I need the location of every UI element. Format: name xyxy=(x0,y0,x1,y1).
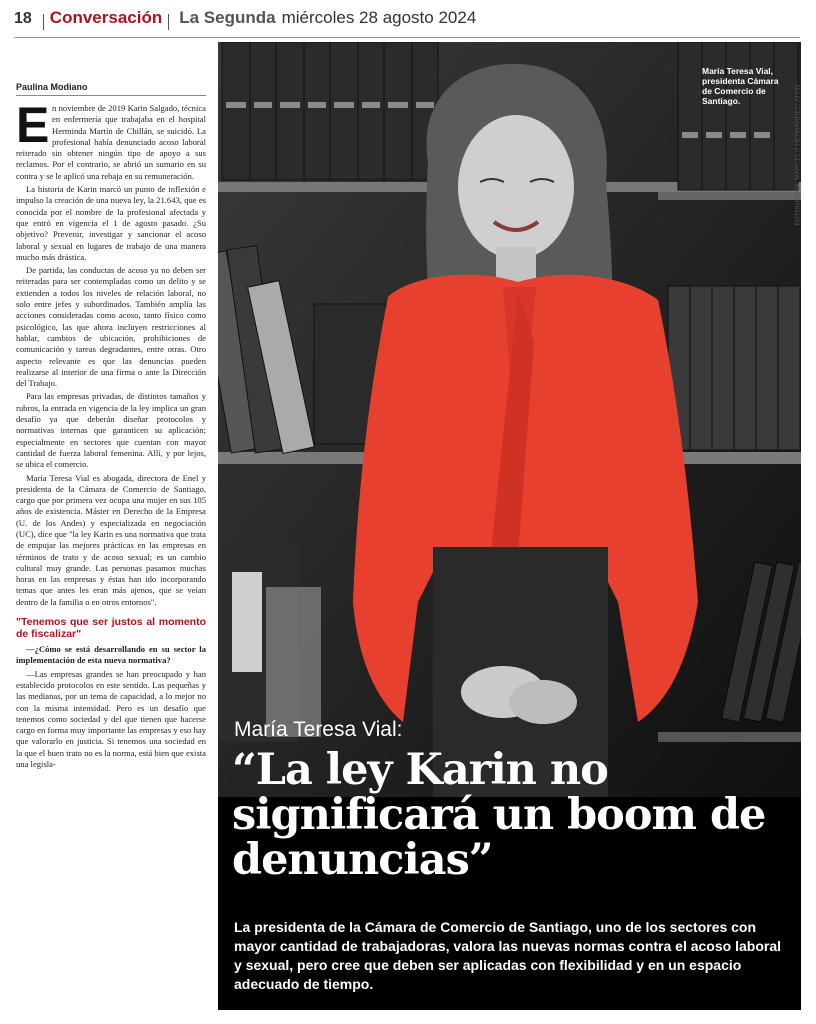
header-divider xyxy=(43,14,44,30)
interview-question: —¿Cómo se está desarrollando en su sector la implementación de esta nueva normativa? xyxy=(16,644,206,666)
headline-kicker: María Teresa Vial: xyxy=(234,718,403,741)
photo-caption: María Teresa Vial, presidenta Cámara de Comercio de Santiago. xyxy=(702,66,779,106)
dropcap: E xyxy=(16,97,50,153)
byline-rule xyxy=(16,95,206,96)
page-number: 18 xyxy=(14,10,32,27)
article-body xyxy=(16,97,206,772)
header-rule xyxy=(14,37,800,38)
article-paragraph: María Teresa Vial es abogada, directora de Enel y presidenta de la Cámara de Comercio de Santiago, cargo que por primera vez ocupa una mujer en sus 105 años de existencia. Máster en Derecho de la Empresa (U. de los Andes) y especializada en negociación (UC), dice que "la ley Karin es una normativa que trata de empujar las mejores prácticas en las empresas en términos de trato y de acoso sexual; es un cambio cultural muy grande. Las personas pasamos muchas horas en las empresas y éstas han ido incorporando temas que antes les eran más ajenos, que se veían dentro de la familia o en otros entornos". xyxy=(16,472,206,607)
header-divider xyxy=(168,14,169,30)
headline-dek: La presidenta de la Cámara de Comercio de Santiago, uno de los sectores con mayor cantidad de trabajadoras, valora las nuevas normas contra el acoso laboral y sexual, pero cree que deben ser aplicadas con flexibilidad y en un espacio adecuado de tiempo. xyxy=(234,919,781,992)
portrait-photo xyxy=(218,42,801,797)
newspaper-name: La Segunda xyxy=(179,8,276,27)
interview-answer: —Las empresas grandes se han preocupado y han establecido protocolos en este sentido. Las pequeñas y las medianas, por un tema de capacidad, a lo mejor no con la misma intensidad. Pero es un desafío que tenemos como sociedad y del que tienen que hacerse cargo en forma muy importante las empresas y eso hay que valorarlo en justicia. Si tenemos una sociedad en la que el buen trato no es la norma, está bien que exista una legisla- xyxy=(16,668,206,770)
headline-title: “La ley Karin no significará un boom de denuncias” xyxy=(232,745,766,885)
article-subhead: "Tenemos que ser justos al momento de fiscalizar" xyxy=(16,616,206,641)
portrait-illustration xyxy=(218,42,801,797)
section-name: Conversación xyxy=(49,8,163,27)
article-paragraph: Para las empresas privadas, de distintos tamaños y rubros, la entrada en vigencia de la ley implica un gran desafío ya que deberán diseñar protocolos y normativas internas que garanticen su aplicación; especialmente en sectores que cuentan con mayor cantidad de fuerza laboral femenina. Allí, y por lejos, se ubica el comercio. xyxy=(16,391,206,470)
byline: Paulina Modiano xyxy=(16,82,88,92)
page-header xyxy=(14,8,800,36)
article-paragraph: De partida, las conductas de acoso ya no deben ser reiteradas para ser contempladas como un delito y se extienden a todos los niveles de relación laboral, no solo entre jefes y subordinados. También amplía las acciones consideradas como acoso, tanto físico como psicológico, las que ahora incluyen restricciones al hablar, cambios de ubicación, prohibiciones de comunicación y tareas degradantes, entre otras. Otro aspecto relevante es que las denuncias pueden realizarse al interior de una firma o ante la Dirección del Trabajo. xyxy=(16,265,206,389)
article-paragraph: E n noviembre de 2019 Karin Salgado, técnica en enfermería que trabajaba en el hospital Herminda Martín de Chillán, se suicidó. La profesional había denunciado acoso laboral reiterado sin obtener ningún tipo de apoyo a sus reclamos. Por el contrario, se abrió un sumario en su contra y se le aplicó una rebaja en su remuneración. xyxy=(16,97,206,181)
article-paragraph: La historia de Karin marcó un punto de inflexión e impulso la creación de una nueva ley, la 21.643, que es conocida por el nombre de la profesional afectada y que entró en vigencia el 1 de agosto pasado. ¿Su objetivo? Prevenir, investigar y sancionar el acoso laboral y sexual en lugares de trabajo de una manera mucho más drástica. xyxy=(16,184,206,262)
publication-date: miércoles 28 agosto 2024 xyxy=(281,8,477,27)
photo-credit: FOTOGRAFÍA: MARCELO HERNÁNDEZ/ ATON xyxy=(794,84,802,226)
